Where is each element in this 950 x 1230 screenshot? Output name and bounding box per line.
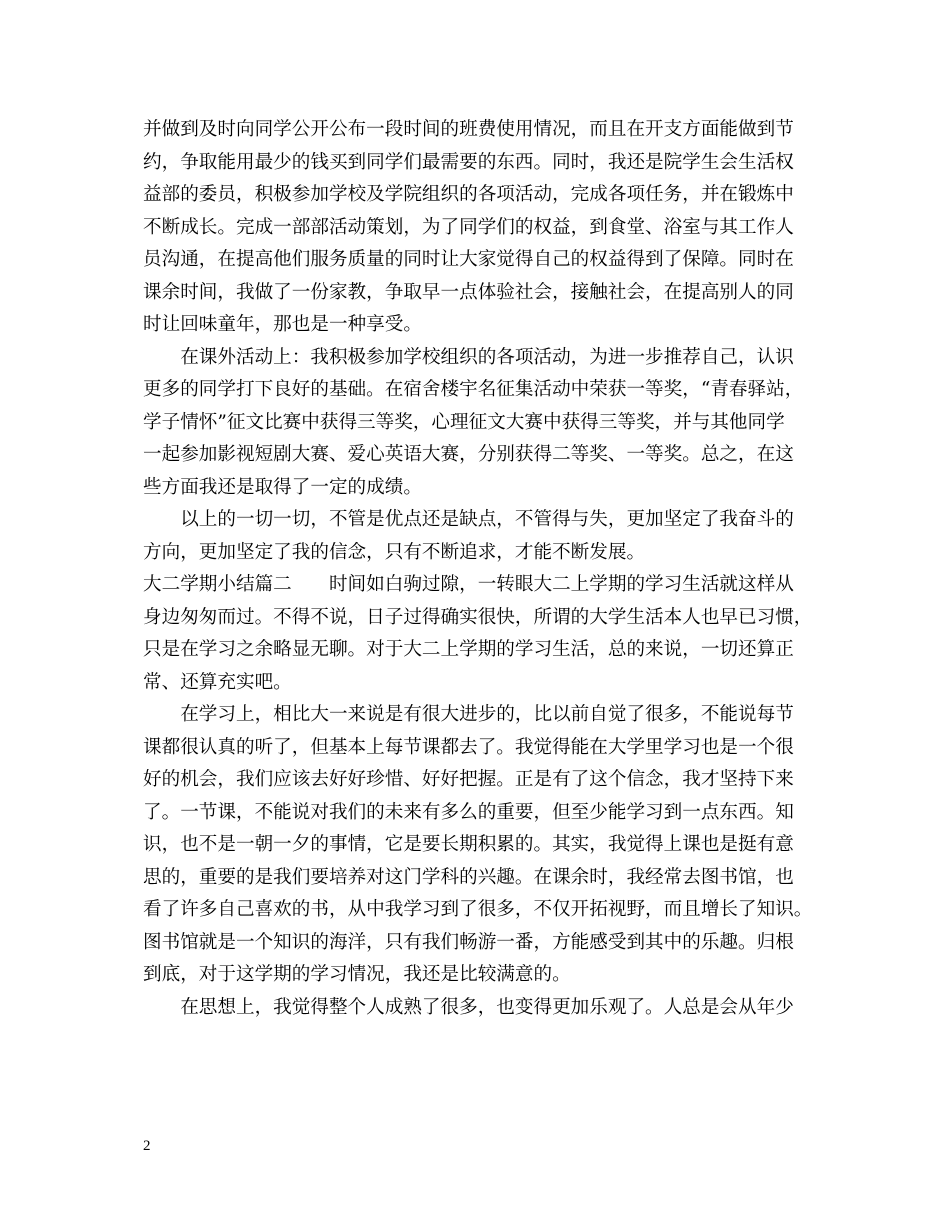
text-line: 方向，更加坚定了我的信念，只有不断追求，才能不断发展。 bbox=[143, 541, 646, 563]
text-line: 课都很认真的听了，但基本上每节课都去了。我觉得能在大学里学习也是一个很 bbox=[143, 736, 794, 758]
text-line: 在思想上，我觉得整个人成熟了很多，也变得更加乐观了。人总是会从年少 bbox=[143, 996, 794, 1018]
text-line: 更多的同学打下良好的基础。在宿舍楼宇名征集活动中荣获一等奖，“青春驿站， bbox=[143, 379, 804, 400]
text-line: 些方面我还是取得了一定的成绩。 bbox=[143, 476, 422, 498]
text-line: 身边匆匆而过。不得不说，日子过得确实很快，所谓的大学生活本人也早已习惯， bbox=[143, 606, 813, 628]
text-line: 识，也不是一朝一夕的事情，它是要长期积累的。其实，我觉得上课也是挺有意 bbox=[143, 834, 794, 855]
text-line: 常、还算充实吧。 bbox=[143, 671, 292, 693]
text-line: 好的机会，我们应该去好好珍惜、好好把握。正是有了这个信念，我才坚持下来 bbox=[143, 769, 794, 790]
text-line: 学子情怀”征文比赛中获得三等奖，心理征文大赛中获得三等奖，并与其他同学 bbox=[143, 411, 785, 433]
text-line: 大二学期小结篇二 时间如白驹过隙，一转眼大二上学期的学习生活就这样从 bbox=[143, 574, 794, 595]
text-line: 了。一节课，不能说对我们的未来有多么的重要，但至少能学习到一点东西。知 bbox=[143, 801, 794, 823]
text-line: 图书馆就是一个知识的海洋，只有我们畅游一番，方能感受到其中的乐趣。归根 bbox=[143, 931, 794, 953]
text-line: 以上的一切一切，不管是优点还是缺点，不管得与失，更加坚定了我奋斗的 bbox=[143, 509, 794, 530]
text-line: 并做到及时向同学公开公布一段时间的班费使用情况，而且在开支方面能做到节 bbox=[143, 119, 794, 140]
page-number: 2 bbox=[143, 1138, 151, 1154]
text-line: 员沟通，在提高他们服务质量的同时让大家觉得自己的权益得到了保障。同时在 bbox=[143, 249, 794, 270]
text-line: 看了许多自己喜欢的书，从中我学习到了很多，不仅开拓视野，而且增长了知识。 bbox=[143, 899, 813, 920]
text-line: 约，争取能用最少的钱买到同学们最需要的东西。同时，我还是院学生会生活权 bbox=[143, 151, 794, 173]
text-line: 益部的委员，积极参加学校及学院组织的各项活动，完成各项任务，并在锻炼中 bbox=[143, 184, 794, 205]
text-line: 时让回味童年，那也是一种享受。 bbox=[143, 314, 422, 335]
text-line: 课余时间，我做了一份家教，争取早一点体验社会，接触社会，在提高别人的同 bbox=[143, 281, 794, 303]
text-line: 一起参加影视短剧大赛、爱心英语大赛，分别获得二等奖、一等奖。总之，在这 bbox=[143, 444, 794, 465]
text-line: 思的，重要的是我们要培养对这门学科的兴趣。在课余时，我经常去图书馆，也 bbox=[143, 866, 794, 888]
text-line: 在课外活动上：我积极参加学校组织的各项活动，为进一步推荐自己，认识 bbox=[143, 346, 794, 368]
text-line: 到底，对于这学期的学习情况，我还是比较满意的。 bbox=[143, 964, 571, 985]
body-text bbox=[143, 114, 823, 1024]
text-line: 在学习上，相比大一来说是有很大进步的，比以前自觉了很多，不能说每节 bbox=[143, 704, 794, 725]
text-line: 只是在学习之余略显无聊。对于大二上学期的学习生活，总的来说，一切还算正 bbox=[143, 639, 794, 660]
text-line: 不断成长。完成一部部活动策划，为了同学们的权益，到食堂、浴室与其工作人 bbox=[143, 216, 794, 238]
